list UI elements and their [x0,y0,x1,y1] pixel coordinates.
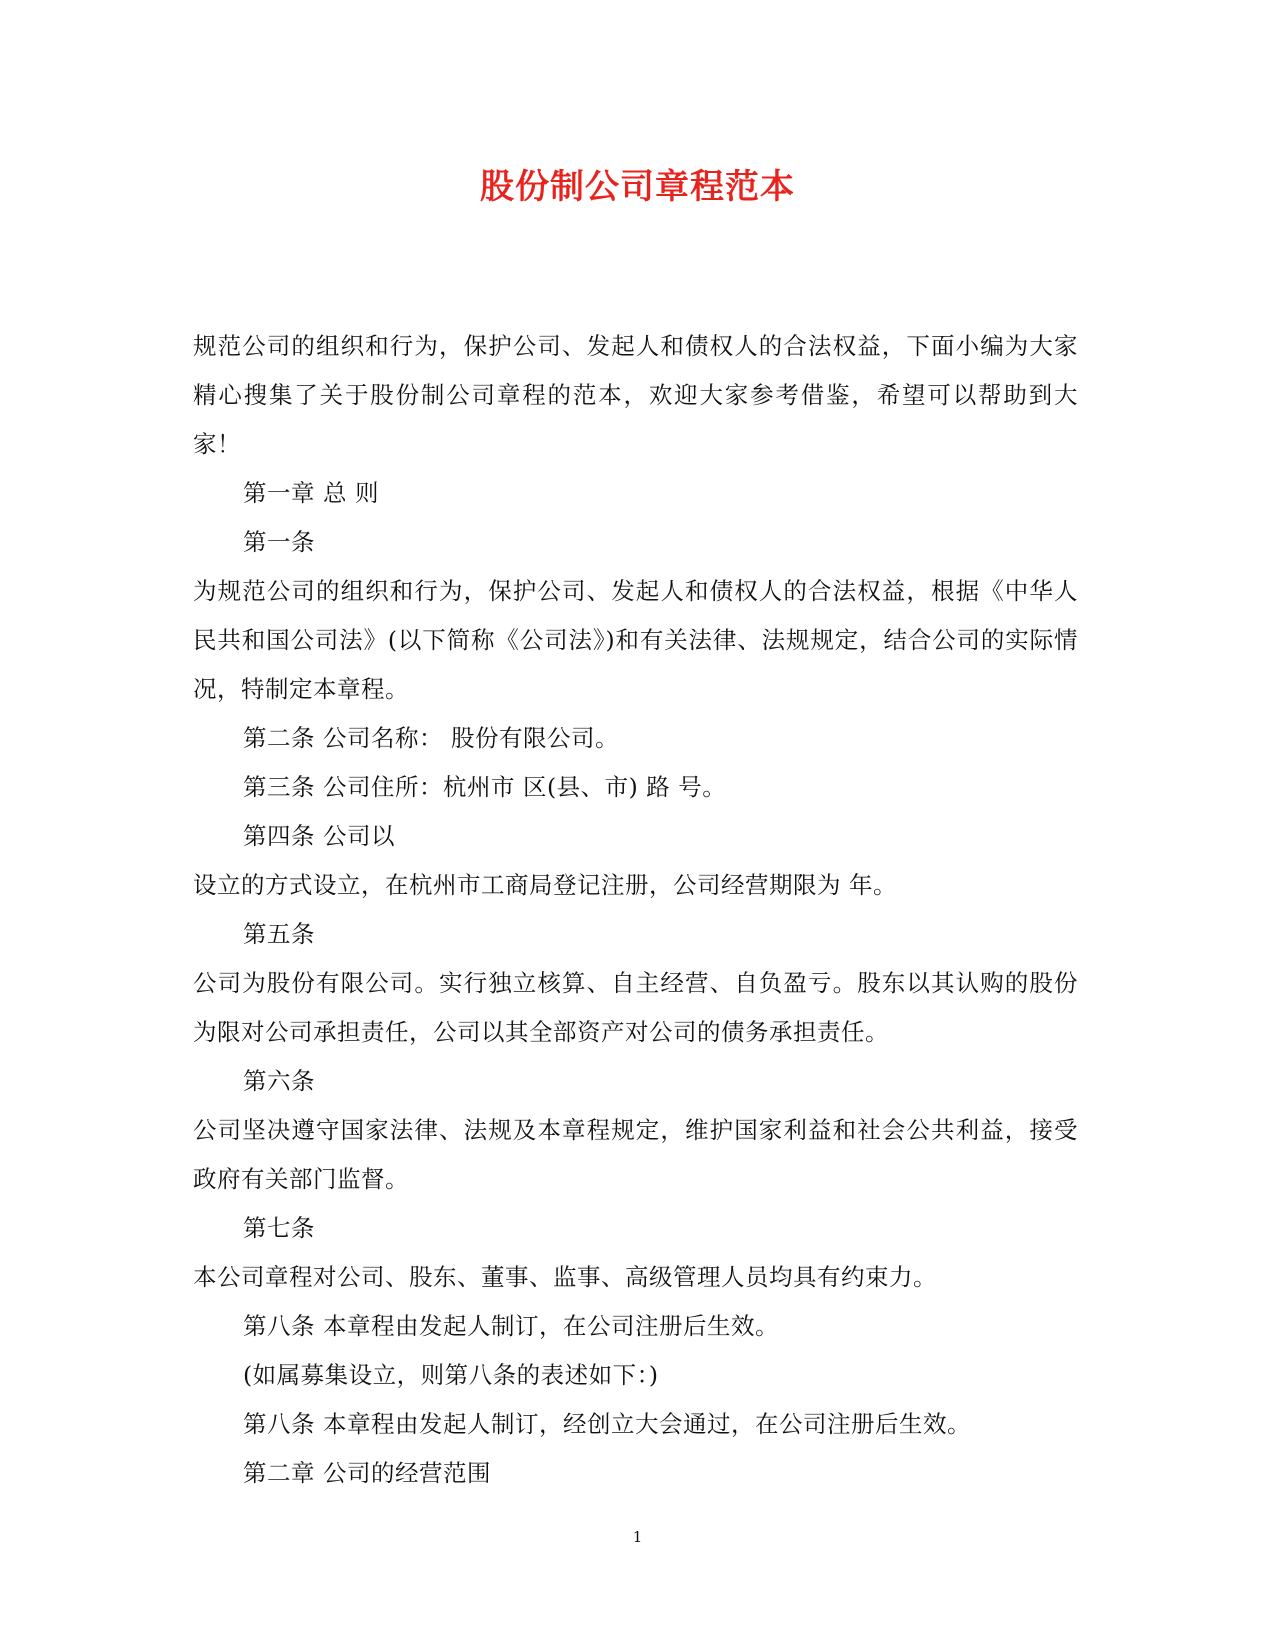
article-paragraph: 第八条 本章程由发起人制订，在公司注册后生效。 [243,1312,779,1340]
article-heading: 第五条 [243,920,315,948]
paragraph: 为规范公司的组织和行为，保护公司、发起人和债权人的合法权益，根据《中华人民共和国公司法》(以下简称《公司法》)和有关法律、法规规定，结合公司的实际情况，特制定本章程。 [193,577,1078,703]
article-paragraph: 第三条 公司住所：杭州市 区(县、市) 路 号。 [243,773,727,801]
document-title: 股份制公司章程范本 [480,167,795,207]
chapter-heading: 第二章 公司的经营范围 [243,1459,491,1487]
article-paragraph: 第二条 公司名称： 股份有限公司。 [243,724,619,752]
article-heading: 第六条 [243,1067,315,1095]
article-heading: 第七条 [243,1214,315,1242]
paragraph: 公司为股份有限公司。实行独立核算、自主经营、自负盈亏。股东以其认购的股份为限对公司承担责任，公司以其全部资产对公司的债务承担责任。 [193,969,1078,1046]
note-paragraph: (如属募集设立，则第八条的表述如下：) [243,1361,659,1389]
paragraph: 设立的方式设立，在杭州市工商局登记注册，公司经营期限为 年。 [193,871,897,899]
page-number: 1 [632,1528,643,1546]
paragraph: 规范公司的组织和行为，保护公司、发起人和债权人的合法权益，下面小编为大家精心搜集了关于股份制公司章程的范本，欢迎大家参考借鉴，希望可以帮助到大家！ [193,332,1078,458]
document-body [193,322,1078,1498]
article-paragraph: 第八条 本章程由发起人制订，经创立大会通过，在公司注册后生效。 [243,1410,971,1438]
article-heading: 第一条 [243,528,315,556]
chapter-heading: 第一章 总 则 [243,479,379,507]
article-paragraph: 第四条 公司以 [243,822,395,850]
paragraph: 公司坚决遵守国家法律、法规及本章程规定，维护国家利益和社会公共利益，接受政府有关部门监督。 [193,1116,1078,1193]
paragraph: 本公司章程对公司、股东、董事、监事、高级管理人员均具有约束力。 [193,1263,937,1291]
